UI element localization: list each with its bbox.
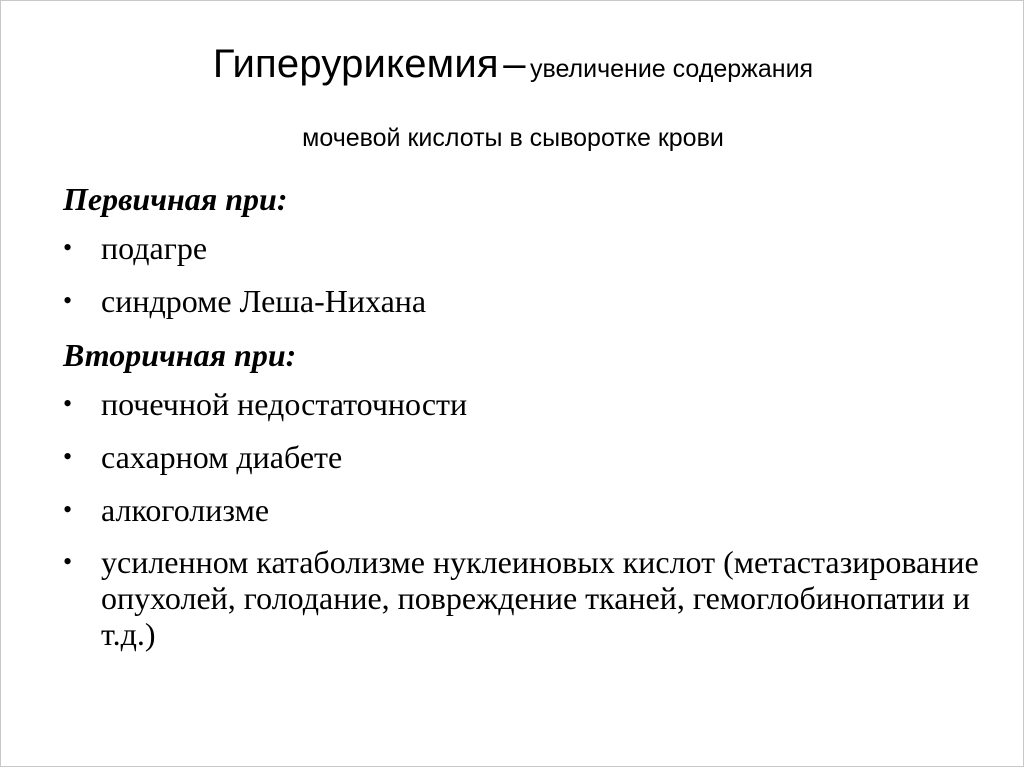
title-dash: – (503, 42, 526, 86)
bullet-icon: • (63, 389, 73, 418)
slide-content (63, 179, 993, 667)
title-definition-part-2: мочевой кислоты в сыворотке крови (302, 124, 724, 152)
bullet-icon: • (63, 495, 73, 524)
list-item (63, 385, 993, 423)
bullet-icon: • (63, 233, 73, 262)
list-item (63, 491, 993, 529)
list-item-text: сахарном диабете (101, 439, 343, 475)
title-line-1 (1, 29, 1024, 108)
secondary-list (63, 385, 993, 652)
list-item (63, 229, 993, 267)
title-term: Гиперурикемия (212, 42, 499, 86)
list-item (63, 544, 993, 652)
bullet-icon: • (63, 286, 73, 315)
list-item-text: усиленном катаболизме нуклеиновых кислот (метастазирование опухолей, голодание, повреждение тканей, гемоглобинопатии и т.д.) (101, 544, 979, 652)
title-definition-part-1: увеличение содержания (529, 55, 814, 83)
list-item (63, 282, 993, 320)
bullet-icon: • (63, 547, 73, 576)
list-item (63, 438, 993, 476)
primary-heading: Первичная при: (63, 181, 288, 217)
bullet-icon: • (63, 442, 73, 471)
slide-title (1, 29, 1024, 158)
primary-list (63, 229, 993, 320)
list-item-text: подагре (101, 230, 208, 266)
list-item-text: синдроме Леша-Нихана (101, 283, 427, 319)
list-item-text: алкоголизме (101, 492, 270, 528)
secondary-heading: Вторичная при: (63, 337, 297, 373)
list-item-text: почечной недостаточности (101, 386, 468, 422)
